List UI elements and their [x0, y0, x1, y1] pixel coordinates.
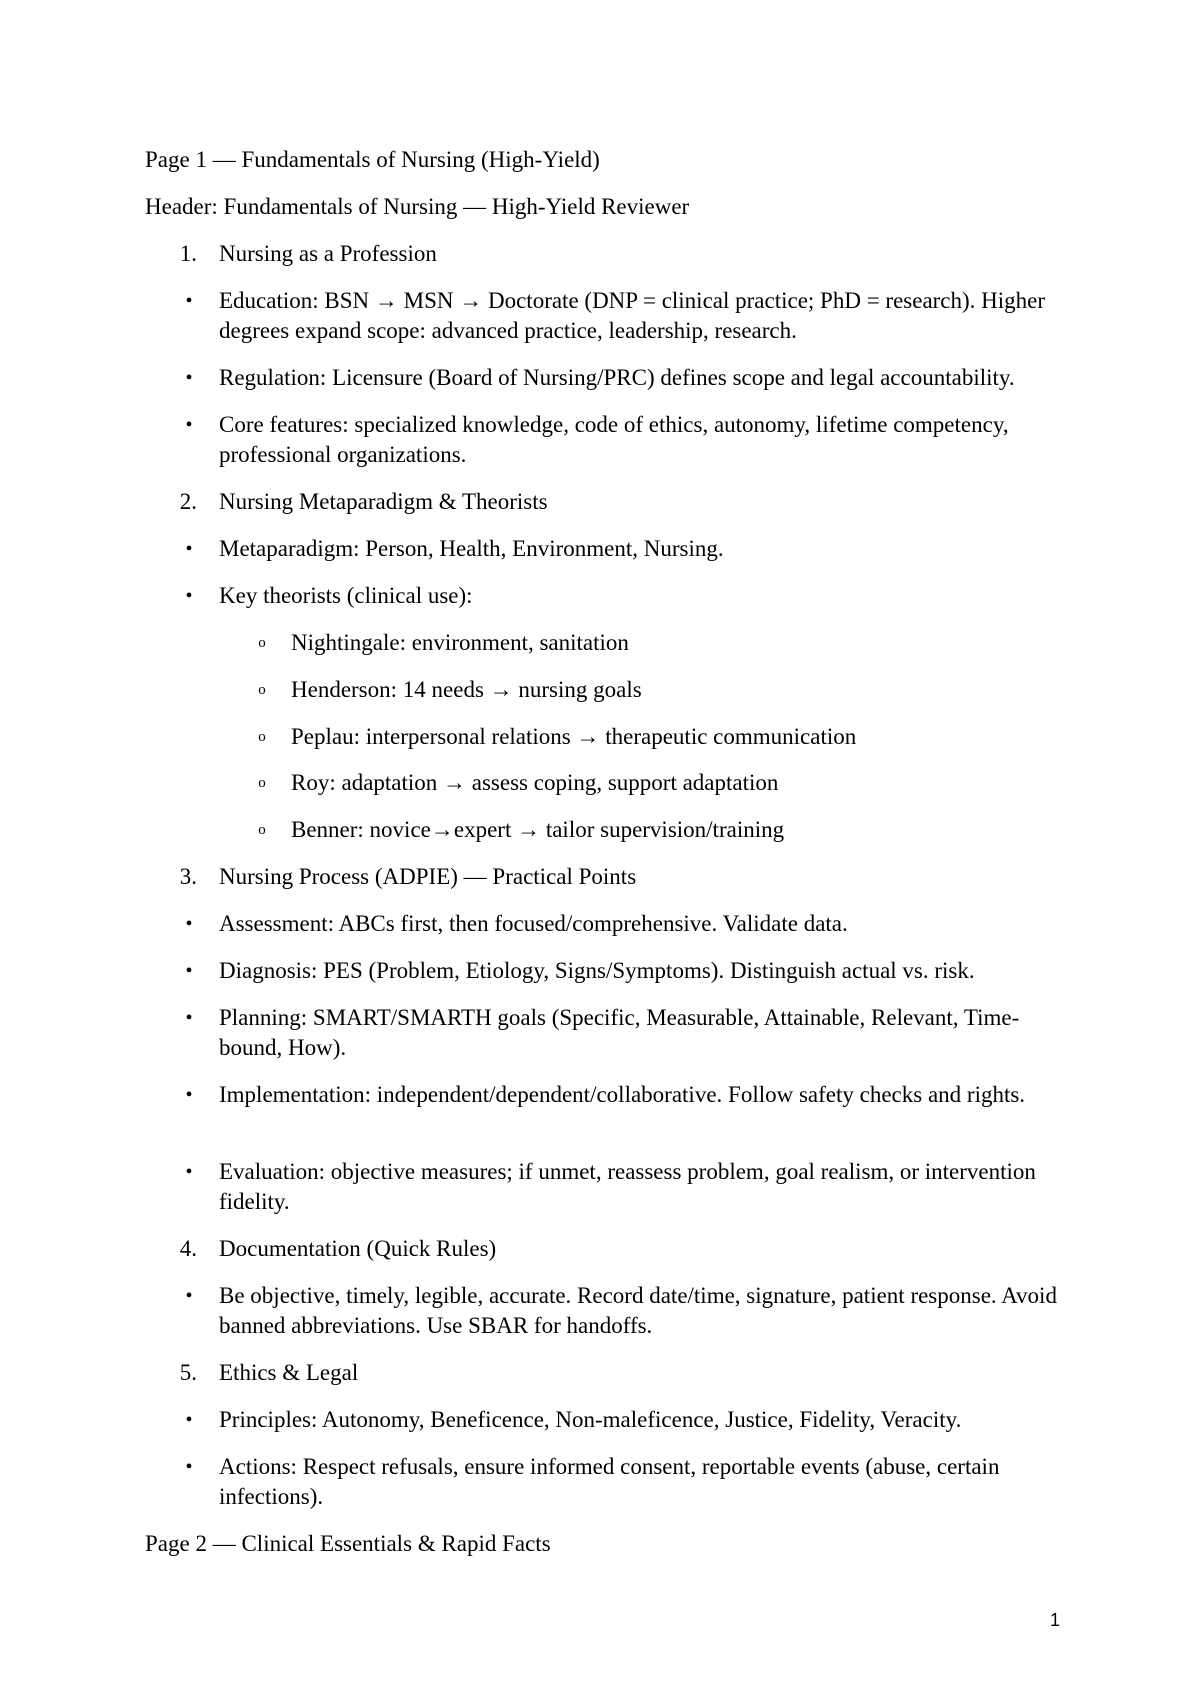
bullet-marker: •	[185, 367, 193, 389]
page-number: 1	[1049, 1610, 1060, 1630]
bullet-marker: •	[185, 1007, 193, 1029]
theorist-nightingale: Nightingale: environment, sanitation	[291, 630, 629, 655]
next-page-title: Page 2 — Clinical Essentials & Rapid Facts	[145, 1531, 551, 1556]
s3-bullet-implementation: Implementation: independent/dependent/collaborative. Follow safety checks and rights.	[219, 1082, 1026, 1107]
theorist-peplau: Peplau: interpersonal relations → therapeutic communication	[291, 724, 857, 749]
bullet-marker: •	[185, 538, 193, 560]
s3-bullet-planning: Planning: SMART/SMARTH goals (Specific, Measurable, Attainable, Relevant, Time-bound, How).	[219, 1005, 1020, 1060]
section-2-heading: Nursing Metaparadigm & Theorists	[219, 489, 548, 514]
bullet-marker: •	[185, 1285, 193, 1307]
bullet-marker: •	[185, 414, 193, 436]
s1-bullet-core-features: Core features: specialized knowledge, code of ethics, autonomy, lifetime competency, professional organizations.	[219, 412, 1009, 467]
sub-bullet-marker: o	[258, 729, 266, 745]
theorist-roy: Roy: adaptation → assess coping, support adaptation	[291, 770, 779, 795]
theorist-benner: Benner: novice→expert → tailor supervision/training	[291, 817, 785, 842]
s3-bullet-diagnosis: Diagnosis: PES (Problem, Etiology, Signs/Symptoms). Distinguish actual vs. risk.	[219, 958, 975, 983]
bullet-marker: •	[185, 1409, 193, 1431]
s5-bullet-actions: Actions: Respect refusals, ensure informed consent, reportable events (abuse, certain infections).	[219, 1454, 1000, 1509]
page-title: Page 1 — Fundamentals of Nursing (High-Yield)	[145, 147, 600, 172]
section-5-number: 5.	[179, 1360, 197, 1385]
sub-bullet-marker: o	[258, 822, 266, 838]
theorist-henderson: Henderson: 14 needs → nursing goals	[291, 677, 642, 702]
section-1-number: 1.	[179, 241, 197, 266]
bullet-marker: •	[185, 1456, 193, 1478]
s2-bullet-metaparadigm: Metaparadigm: Person, Health, Environment, Nursing.	[219, 536, 724, 561]
bullet-marker: •	[185, 585, 193, 607]
s5-bullet-principles: Principles: Autonomy, Beneficence, Non-maleficence, Justice, Fidelity, Veracity.	[219, 1407, 962, 1432]
sub-bullet-marker: o	[258, 775, 266, 791]
section-1-heading: Nursing as a Profession	[219, 241, 437, 266]
section-4-heading: Documentation (Quick Rules)	[219, 1236, 497, 1261]
bullet-marker: •	[185, 913, 193, 935]
sub-bullet-marker: o	[258, 635, 266, 651]
s1-bullet-education: Education: BSN → MSN → Doctorate (DNP = clinical practice; PhD = research). Higher degrees expand scope: advanced practice, leadership, research.	[219, 288, 1046, 343]
s2-bullet-theorists: Key theorists (clinical use):	[219, 583, 473, 608]
section-3-heading: Nursing Process (ADPIE) — Practical Points	[219, 864, 637, 889]
sub-bullet-marker: o	[258, 682, 266, 698]
s3-bullet-evaluation: Evaluation: objective measures; if unmet, reassess problem, goal realism, or intervention fidelity.	[219, 1159, 1036, 1214]
section-5-heading: Ethics & Legal	[219, 1360, 359, 1385]
bullet-marker: •	[185, 960, 193, 982]
header-line: Header: Fundamentals of Nursing — High-Yield Reviewer	[145, 194, 690, 219]
bullet-marker: •	[185, 1084, 193, 1106]
s1-bullet-regulation: Regulation: Licensure (Board of Nursing/PRC) defines scope and legal accountability.	[219, 365, 1015, 390]
section-3-number: 3.	[179, 864, 197, 889]
s3-bullet-assessment: Assessment: ABCs first, then focused/comprehensive. Validate data.	[219, 911, 848, 936]
section-4-number: 4.	[179, 1236, 197, 1261]
bullet-marker: •	[185, 290, 193, 312]
section-2-number: 2.	[179, 489, 197, 514]
s4-bullet-documentation: Be objective, timely, legible, accurate. Record date/time, signature, patient response. Avoid banned abbreviations. Use SBAR for handoffs.	[219, 1283, 1057, 1338]
bullet-marker: •	[185, 1161, 193, 1183]
